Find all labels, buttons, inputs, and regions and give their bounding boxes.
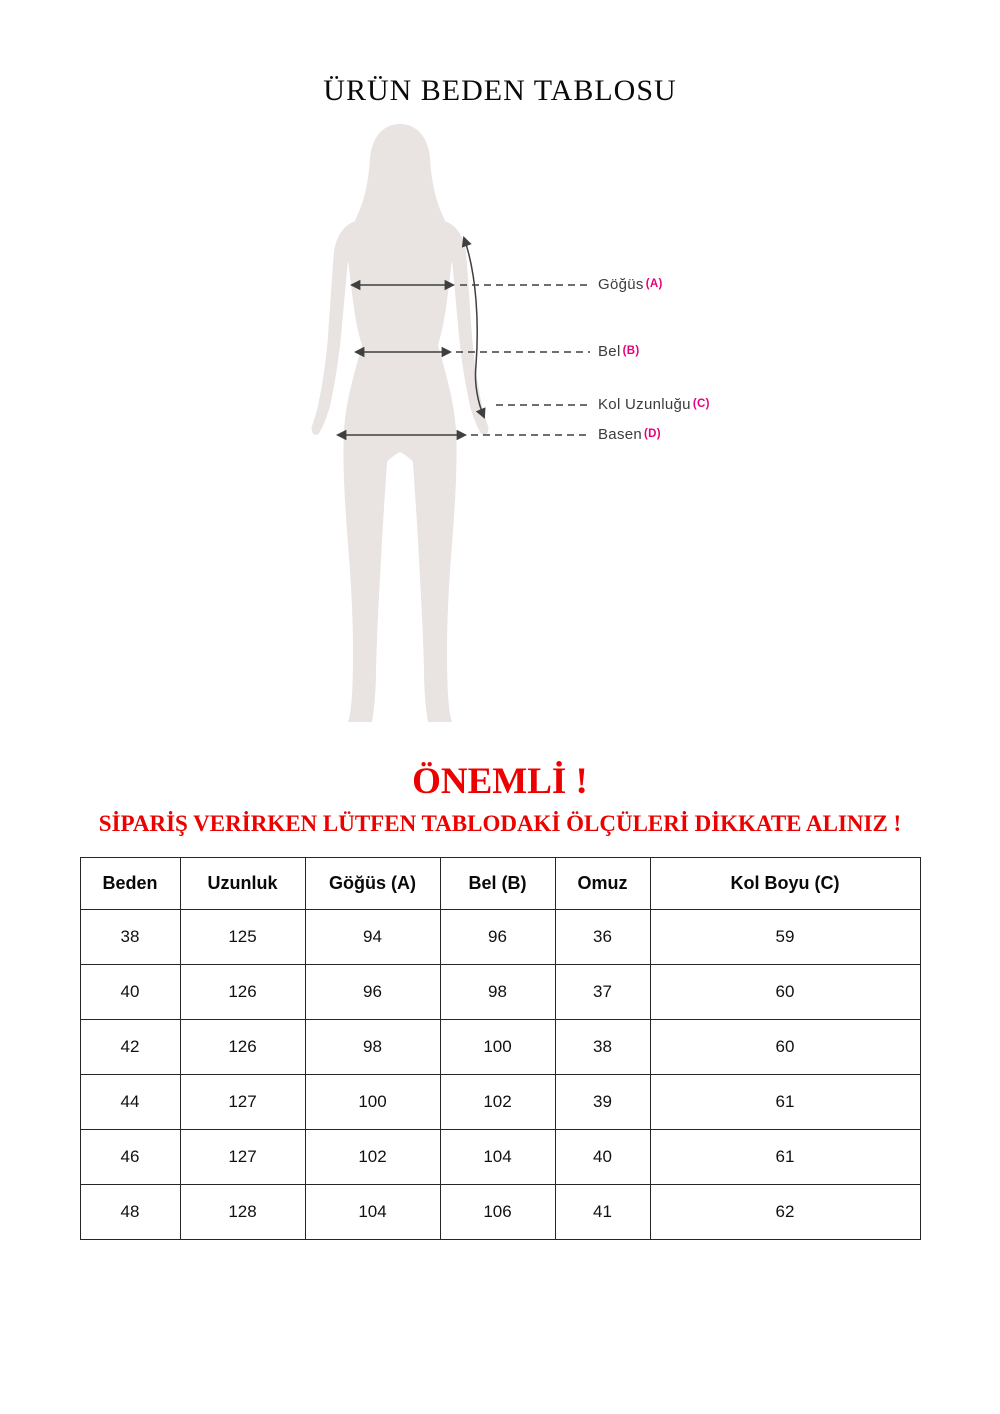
table-row	[80, 1130, 920, 1185]
table-cell: 126	[180, 965, 305, 1020]
measurement-label-arm-length	[598, 396, 710, 413]
woman-silhouette-figure	[280, 120, 750, 730]
table-cell: 96	[440, 910, 555, 965]
table-cell: 41	[555, 1185, 650, 1240]
table-cell: 38	[80, 910, 180, 965]
measurement-label-chest	[598, 276, 663, 293]
measurement-label-text: Basen	[598, 426, 643, 443]
table-cell: 102	[440, 1075, 555, 1130]
table-cell: 36	[555, 910, 650, 965]
table-cell: 61	[650, 1075, 920, 1130]
silhouette-body	[312, 220, 489, 722]
page-title: ÜRÜN BEDEN TABLOSU	[323, 74, 677, 107]
table-cell: 48	[80, 1185, 180, 1240]
table-cell: 104	[440, 1130, 555, 1185]
table-cell: 98	[305, 1020, 440, 1075]
table-header-cell: Beden	[80, 858, 180, 910]
table-cell: 98	[440, 965, 555, 1020]
measurement-label-code: (D)	[644, 428, 661, 440]
table-cell: 40	[555, 1130, 650, 1185]
measurement-label-text: Kol Uzunluğu	[598, 396, 691, 413]
table-header-cell: Göğüs (A)	[305, 858, 440, 910]
table-cell: 102	[305, 1130, 440, 1185]
measurement-diagram	[280, 120, 750, 730]
table-header-cell: Bel (B)	[440, 858, 555, 910]
table-cell: 39	[555, 1075, 650, 1130]
table-cell: 100	[440, 1020, 555, 1075]
size-table	[80, 857, 921, 1240]
table-row	[80, 1020, 920, 1075]
table-header-cell: Kol Boyu (C)	[650, 858, 920, 910]
table-cell: 96	[305, 965, 440, 1020]
table-cell: 40	[80, 965, 180, 1020]
table-cell: 126	[180, 1020, 305, 1075]
table-cell: 106	[440, 1185, 555, 1240]
warning-subheading: SİPARİŞ VERİRKEN LÜTFEN TABLODAKİ ÖLÇÜLERİ DİKKATE ALINIZ !	[98, 811, 902, 836]
table-row	[80, 1075, 920, 1130]
table-row	[80, 910, 920, 965]
table-cell: 125	[180, 910, 305, 965]
table-header-cell: Uzunluk	[180, 858, 305, 910]
measurement-label-text: Bel	[598, 343, 621, 360]
table-header-cell: Omuz	[555, 858, 650, 910]
table-cell: 37	[555, 965, 650, 1020]
table-row	[80, 1185, 920, 1240]
table-cell: 94	[305, 910, 440, 965]
silhouette-neck	[390, 184, 410, 224]
measurement-label-hips	[598, 426, 661, 443]
table-cell: 127	[180, 1130, 305, 1185]
measurement-label-code: (B)	[622, 345, 640, 357]
table-cell: 128	[180, 1185, 305, 1240]
table-cell: 60	[650, 965, 920, 1020]
table-cell: 104	[305, 1185, 440, 1240]
table-cell: 60	[650, 1020, 920, 1075]
table-cell: 44	[80, 1075, 180, 1130]
table-cell: 127	[180, 1075, 305, 1130]
measurement-label-waist	[598, 343, 639, 360]
table-cell: 38	[555, 1020, 650, 1075]
table-row	[80, 965, 920, 1020]
measurement-label-code: (C)	[692, 398, 710, 410]
table-cell: 61	[650, 1130, 920, 1185]
measurement-label-code: (A)	[645, 278, 663, 290]
table-cell: 46	[80, 1130, 180, 1185]
table-cell: 42	[80, 1020, 180, 1075]
table-cell: 100	[305, 1075, 440, 1130]
table-header-row	[80, 858, 920, 910]
important-heading: ÖNEMLİ !	[412, 761, 588, 802]
table-cell: 62	[650, 1185, 920, 1240]
table-cell: 59	[650, 910, 920, 965]
measurement-label-text: Göğüs	[598, 276, 644, 293]
